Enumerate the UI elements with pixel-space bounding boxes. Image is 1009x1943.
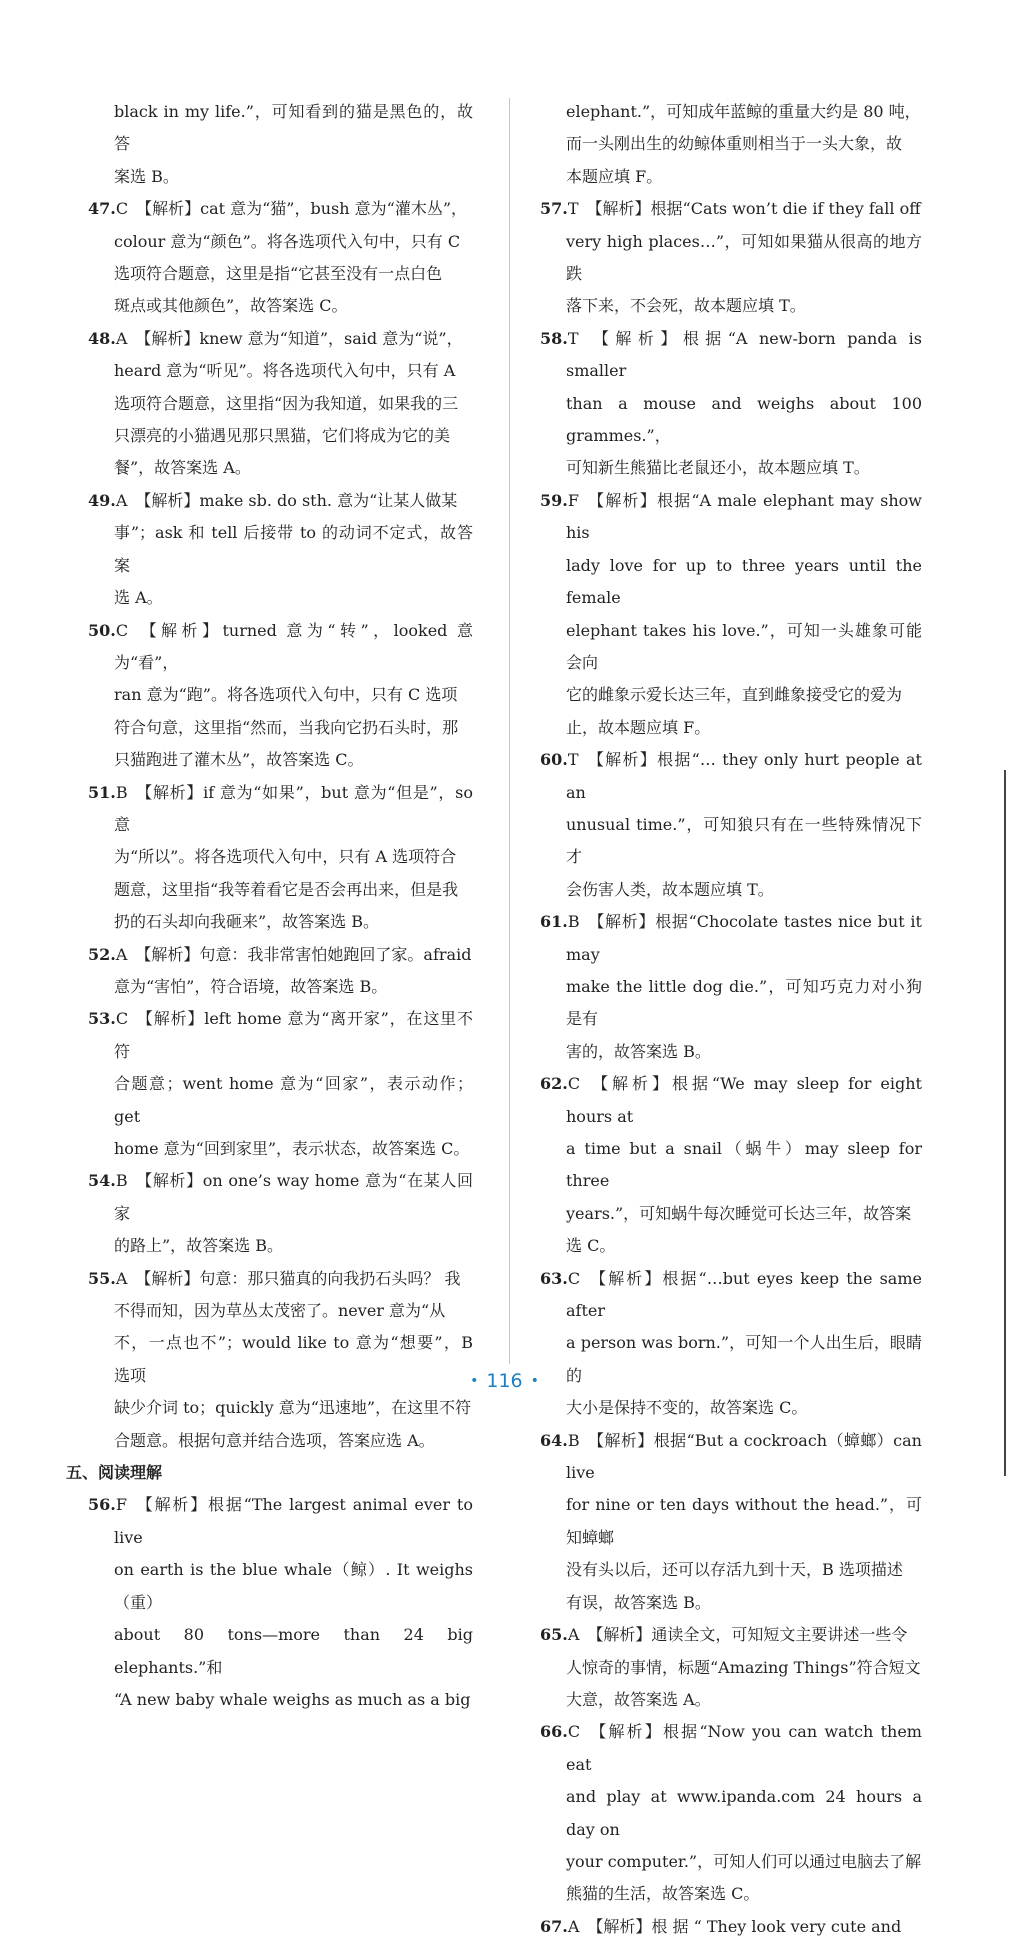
analysis-text: 根据“… they only hurt people at an: [566, 750, 922, 802]
analysis-line: 大小是保持不变的，故答案选 C。: [566, 1398, 808, 1418]
question-number: 59.: [540, 490, 568, 510]
answer-first-line: [88, 323, 473, 355]
continuation-line: black in my life.”，可知看到的猫是黑色的，故答: [114, 102, 473, 154]
question-number: 66.: [540, 1722, 568, 1742]
question-number: 53.: [88, 1009, 116, 1029]
answer-first-line: [88, 615, 473, 680]
analysis-line: 符合句意，这里指“然而，当我向它扔石头时，那: [114, 717, 459, 737]
analysis-tag: 【解析】: [134, 1495, 209, 1515]
analysis-line: 只猫跑进了灌木丛”，故答案选 C。: [114, 750, 364, 770]
answer-item: [540, 1911, 922, 1943]
answer-first-line: [540, 1716, 922, 1781]
continuation-line: elephant.”，可知成年蓝鲸的重量大约是 80 吨，: [566, 102, 921, 121]
answer-item: [88, 193, 473, 323]
analysis-text: if 意为“如果”，but 意为“但是”，so 意: [114, 782, 473, 834]
analysis-tag: 【解析】: [135, 490, 200, 510]
answer-first-line: [88, 939, 473, 971]
analysis-tag: 【解析】: [135, 1268, 200, 1288]
analysis-text: 根据“We may sleep for eight hours at: [566, 1074, 922, 1126]
analysis-line: lady love for up to three years until the female: [566, 555, 922, 608]
answer-first-line: [540, 485, 922, 550]
bullet-right: •: [530, 1373, 539, 1389]
analysis-line: elephant takes his love.”，可知一头雄象可能会向: [566, 620, 922, 672]
analysis-line: 缺少介词 to；quickly 意为“迅速地”，在这里不符: [114, 1398, 472, 1418]
answer-item: [540, 485, 922, 744]
analysis-line: and play at www.ipanda.com 24 hours a day on: [566, 1787, 922, 1839]
answer-first-line: [88, 777, 473, 842]
analysis-tag: 【解析】: [586, 199, 651, 219]
question-number: 62.: [540, 1074, 568, 1094]
left-column: [66, 96, 473, 1716]
analysis-text: 根据“A new-born panda is smaller: [566, 328, 922, 381]
analysis-line: 人惊奇的事情，标题“Amazing Things”符合短文: [566, 1657, 921, 1677]
analysis-line: colour 意为“颜色”。将各选项代入句中，只有 C: [114, 231, 461, 251]
analysis-line: 有误，故答案选 B。: [566, 1592, 711, 1612]
question-number: 60.: [540, 750, 568, 770]
analysis-text: knew 意为“知道”，said 意为“说”，: [199, 328, 463, 348]
page-number: [0, 1370, 1009, 1392]
answer-item: [540, 193, 922, 323]
question-number: 55.: [88, 1268, 116, 1288]
continuation-line: 案选 B。: [114, 166, 179, 186]
question-number: 49.: [88, 490, 116, 510]
analysis-line: 选项符合题意，这里是指“它甚至没有一点白色: [114, 264, 443, 284]
answer-letter: C: [567, 1074, 581, 1094]
analysis-line: 只漂亮的小猫遇见那只黑猫，它们将成为它的美: [114, 426, 451, 446]
analysis-line: 落下来，不会死，故本题应填 T。: [566, 296, 806, 316]
analysis-tag: 【解析】: [587, 1916, 652, 1936]
analysis-tag: 【解析】: [586, 750, 658, 770]
answer-first-line: [88, 1263, 473, 1295]
analysis-tag: 【解析】: [587, 912, 656, 932]
analysis-tag: 【解析】: [586, 328, 683, 348]
analysis-line: 害的，故答案选 B。: [566, 1041, 711, 1061]
question-number: 63.: [540, 1268, 568, 1288]
answer-letter: C: [567, 1268, 581, 1288]
analysis-text: make sb. do sth. 意为“让某人做某: [199, 490, 458, 510]
answer-letter: F: [567, 490, 579, 510]
answer-item: [540, 1425, 922, 1619]
analysis-line: 合题意；went home 意为“回家”，表示动作；get: [114, 1074, 473, 1126]
analysis-text: turned 意为“转”，looked 意为“看”，: [114, 620, 473, 672]
answer-letter: B: [567, 912, 580, 932]
analysis-line: 会伤害人类，故本题应填 T。: [566, 879, 774, 899]
answer-letter: C: [115, 620, 129, 640]
answer-first-line: [88, 193, 473, 225]
answer-item: [88, 323, 473, 485]
continuation-line: 而一头刚出生的幼鲸体重则相当于一头大象，故: [566, 134, 903, 154]
analysis-line: than a mouse and weighs about 100 grammes.”，: [566, 393, 922, 446]
analysis-line: 选项符合题意，这里指“因为我知道，如果我的三: [114, 393, 459, 413]
analysis-line: 可知新生熊猫比老鼠还小，故本题应填 T。: [566, 458, 870, 478]
question-number: 52.: [88, 944, 116, 964]
question-number: 54.: [88, 1171, 116, 1191]
question-number: 61.: [540, 912, 568, 932]
analysis-text: 根据“Cats won’t die if they fall off: [650, 199, 921, 219]
analysis-line: a time but a snail（蜗牛）may sleep for three: [566, 1139, 922, 1191]
answer-letter: B: [115, 1171, 128, 1191]
answer-letter: C: [567, 1722, 581, 1742]
answer-letter: F: [115, 1495, 127, 1515]
answer-letter: A: [567, 1916, 580, 1936]
analysis-line: about 80 tons—more than 24 big elephants.”和: [114, 1625, 473, 1677]
analysis-line: 为“所以”。将各选项代入句中，只有 A 选项符合: [114, 847, 457, 867]
analysis-tag: 【解析】: [135, 1171, 203, 1191]
page-number-text: 116: [486, 1370, 523, 1392]
analysis-line: 它的雌象示爱长达三年，直到雌象接受它的爱为: [566, 685, 903, 705]
answer-first-line: [540, 1068, 922, 1133]
analysis-tag: 【解析】: [588, 1268, 663, 1288]
analysis-line: 餐”，故答案选 A。: [114, 458, 251, 478]
analysis-line: make the little dog die.”，可知巧克力对小狗是有: [566, 976, 922, 1029]
analysis-line: ran 意为“跑”。将各选项代入句中，只有 C 选项: [114, 685, 458, 705]
analysis-line: 没有头以后，还可以存活九到十天，B 选项描述: [566, 1560, 903, 1580]
scan-edge: [1004, 770, 1006, 1476]
question-number: 58.: [540, 328, 568, 348]
analysis-line: very high places…”，可知如果猫从很高的地方跌: [566, 231, 922, 284]
question-number: 67.: [540, 1916, 568, 1936]
answer-item: [88, 939, 473, 1004]
analysis-tag: 【解析】: [587, 1430, 654, 1450]
analysis-line: 不得而知，因为草丛太茂密了。never 意为“从: [114, 1301, 446, 1321]
analysis-text: left home 意为“离开家”，在这里不符: [114, 1009, 473, 1061]
answer-item: [88, 485, 473, 615]
answer-letter: B: [567, 1430, 580, 1450]
analysis-text: 根据“A male elephant may show his: [566, 490, 922, 543]
answer-item: [540, 1263, 922, 1425]
analysis-text: 根据“Chocolate tastes nice but it may: [566, 912, 922, 964]
answer-first-line: [88, 485, 473, 517]
column-divider: [509, 98, 510, 1364]
analysis-tag: 【解析】: [136, 199, 201, 219]
analysis-text: cat 意为“猫”，bush 意为“灌木丛”，: [200, 199, 467, 219]
answer-letter: B: [115, 782, 128, 802]
analysis-tag: 【解析】: [135, 328, 200, 348]
analysis-text: on one’s way home 意为“在某人回家: [114, 1171, 473, 1223]
answer-first-line: [88, 1489, 473, 1554]
answer-letter: T: [567, 750, 579, 770]
analysis-tag: 【解析】: [135, 782, 204, 802]
answer-first-line: [88, 1165, 473, 1230]
analysis-line: 斑点或其他颜色”，故答案选 C。: [114, 296, 348, 316]
answer-item: [540, 744, 922, 906]
answer-letter: T: [567, 199, 579, 219]
analysis-text: 根 据 “ They look very cute and: [651, 1916, 902, 1936]
analysis-line: 合题意。根据句意并结合选项，答案应选 A。: [114, 1430, 435, 1450]
analysis-line: 事”；ask 和 tell 后接带 to 的动词不定式，故答案: [114, 523, 473, 575]
analysis-line: 题意，这里指“我等着看它是否会再出来，但是我: [114, 879, 459, 899]
analysis-line: your computer.”，可知人们可以通过电脑去了解: [566, 1851, 922, 1871]
answer-letter: A: [115, 944, 128, 964]
analysis-text: 句意：那只猫真的向我扔石头吗？ 我: [199, 1268, 461, 1288]
answer-item: [540, 323, 922, 485]
analysis-line: heard 意为“听见”。将各选项代入句中，只有 A: [114, 361, 456, 381]
question-number: 51.: [88, 782, 116, 802]
analysis-line: home 意为“回到家里”，表示状态，故答案选 C。: [114, 1139, 470, 1158]
analysis-text: 根据“…but eyes keep the same after: [566, 1268, 922, 1321]
analysis-line: a person was born.”，可知一个人出生后，眼睛的: [566, 1333, 922, 1385]
answer-first-line: [540, 1911, 922, 1943]
answer-first-line: [540, 1619, 922, 1651]
right-column: [540, 96, 922, 1943]
answer-item: [540, 1068, 922, 1262]
answer-first-line: [540, 906, 922, 971]
analysis-line: 选 A。: [114, 588, 163, 608]
analysis-line: 扔的石头却向我砸来”，故答案选 B。: [114, 912, 380, 932]
answer-item: [88, 615, 473, 777]
answer-letter: A: [567, 1625, 580, 1645]
analysis-tag: 【解析】: [135, 944, 200, 964]
analysis-text: 句意：我非常害怕她跑回了家。afraid: [199, 944, 472, 964]
answer-first-line: [540, 323, 922, 388]
analysis-line: for nine or ten days without the head.”，可知蟑螂: [566, 1495, 922, 1547]
question-number: 57.: [540, 199, 568, 219]
analysis-text: 根据“Now you can watch them eat: [566, 1722, 922, 1774]
answer-first-line: [540, 744, 922, 809]
section-heading: 五、阅读理解: [66, 1463, 163, 1483]
answer-first-line: [540, 193, 922, 225]
question-number: 65.: [540, 1625, 568, 1645]
answer-item: [88, 1003, 473, 1165]
analysis-text: 通读全文，可知短文主要讲述一些令: [651, 1625, 908, 1645]
question-number: 48.: [88, 328, 116, 348]
analysis-line: 不，一点也不”；would like to 意为“想要”，B 选项: [114, 1333, 473, 1385]
answer-letter: C: [115, 1009, 129, 1029]
question-number: 64.: [540, 1430, 568, 1450]
question-number: 56.: [88, 1495, 116, 1515]
analysis-line: 的路上”，故答案选 B。: [114, 1236, 284, 1256]
analysis-tag: 【解析】: [136, 1009, 205, 1029]
analysis-text: 根据“The largest animal ever to live: [114, 1495, 473, 1547]
analysis-text: 根据“But a cockroach（蟑螂）can live: [566, 1430, 922, 1483]
answer-item: [540, 1716, 922, 1910]
answer-letter: A: [115, 328, 128, 348]
answer-item: [88, 777, 473, 939]
answer-first-line: [88, 1003, 473, 1068]
analysis-line: 大意，故答案选 A。: [566, 1689, 711, 1709]
analysis-line: “A new baby whale weighs as much as a big: [114, 1689, 471, 1709]
analysis-line: 熊猫的生活，故答案选 C。: [566, 1884, 760, 1904]
analysis-tag: 【解析】: [586, 490, 657, 510]
analysis-tag: 【解析】: [136, 620, 223, 640]
analysis-line: years.”，可知蜗牛每次睡觉可长达三年，故答案: [566, 1203, 912, 1223]
answer-item: [88, 1263, 473, 1457]
answer-item: [540, 906, 922, 1068]
answer-letter: T: [567, 328, 579, 348]
answer-letter: C: [115, 199, 129, 219]
continuation-line: 本题应填 F。: [566, 166, 663, 186]
answer-first-line: [540, 1425, 922, 1490]
answer-item: [88, 1165, 473, 1262]
question-number: 50.: [88, 620, 116, 640]
analysis-tag: 【解析】: [588, 1722, 663, 1742]
answer-item: [88, 1489, 473, 1716]
analysis-line: 意为“害怕”，符合语境，故答案选 B。: [114, 976, 388, 996]
answer-first-line: [540, 1263, 922, 1328]
answer-item: [540, 1619, 922, 1716]
analysis-tag: 【解析】: [588, 1074, 672, 1094]
answer-letter: A: [115, 1268, 128, 1288]
bullet-left: •: [470, 1373, 479, 1389]
answer-letter: A: [115, 490, 128, 510]
analysis-line: 止，故本题应填 F。: [566, 717, 711, 737]
analysis-tag: 【解析】: [587, 1625, 652, 1645]
analysis-line: 选 C。: [566, 1236, 616, 1256]
analysis-line: on earth is the blue whale（鲸）. It weighs（重）: [114, 1560, 473, 1612]
question-number: 47.: [88, 199, 116, 219]
analysis-line: unusual time.”，可知狼只有在一些特殊情况下才: [566, 814, 922, 867]
